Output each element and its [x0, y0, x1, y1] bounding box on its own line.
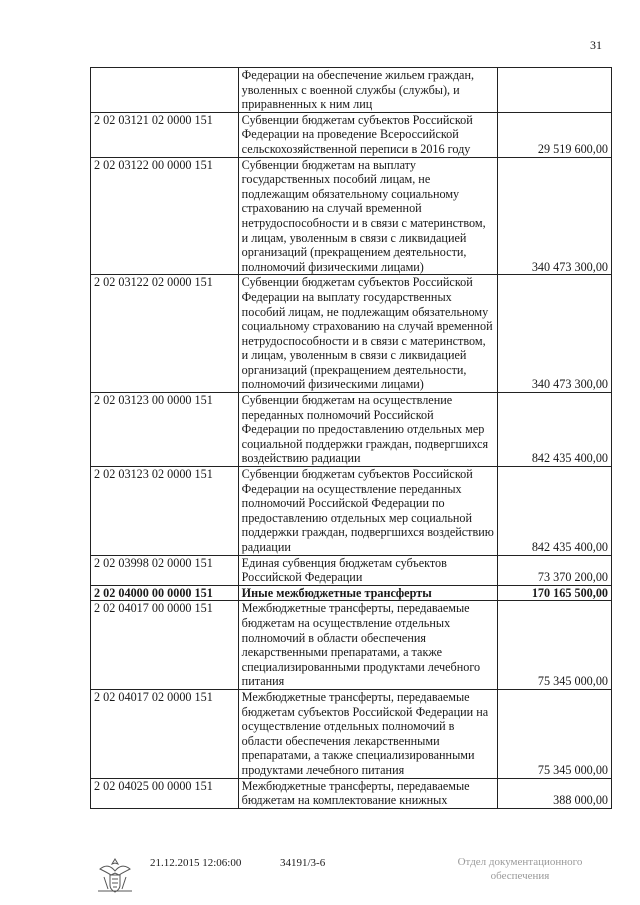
description-cell: Субвенции бюджетам субъектов Российской Федерации на проведение Всероссийской сельскохозяйственной переписи в 2016 году — [238, 112, 497, 157]
amount-cell: 842 435 400,00 — [498, 467, 612, 556]
table-row — [91, 68, 612, 113]
description-cell: Федерации на обеспечение жильем граждан, уволенных с военной службы (службы), и приравненных к ним лиц — [238, 68, 497, 113]
table-row — [91, 157, 612, 275]
amount-cell — [498, 68, 612, 113]
table-row — [91, 275, 612, 393]
amount-cell: 340 473 300,00 — [498, 157, 612, 275]
code-cell: 2 02 03122 00 0000 151 — [91, 157, 239, 275]
amount-cell: 75 345 000,00 — [498, 601, 612, 690]
amount-cell: 73 370 200,00 — [498, 555, 612, 585]
amount-cell: 29 519 600,00 — [498, 112, 612, 157]
page-number: 31 — [590, 38, 602, 52]
page-footer — [0, 855, 640, 895]
description-cell: Межбюджетные трансферты, передаваемые бюджетам на комплектование книжных — [238, 778, 497, 808]
table-row — [91, 689, 612, 778]
amount-cell: 388 000,00 — [498, 778, 612, 808]
table-row — [91, 778, 612, 808]
code-cell: 2 02 03121 02 0000 151 — [91, 112, 239, 157]
table-body — [91, 68, 612, 809]
description-cell: Субвенции бюджетам субъектов Российской Федерации на осуществление переданных полномочий Российской Федерации по предоставлению отдельных мер социальной поддержки граждан, подвергшихся воздействию радиации — [238, 467, 497, 556]
table-row — [91, 467, 612, 556]
amount-cell: 75 345 000,00 — [498, 689, 612, 778]
code-cell: 2 02 04025 00 0000 151 — [91, 778, 239, 808]
description-cell: Межбюджетные трансферты, передаваемые бюджетам субъектов Российской Федерации на осуществление отдельных полномочий в области обеспечения лекарственными препаратами, а также специализированными продуктами лечебного питания — [238, 689, 497, 778]
code-cell: 2 02 04000 00 0000 151 — [91, 585, 239, 601]
description-cell: Субвенции бюджетам на осуществление переданных полномочий Российской Федерации по предоставлению отдельных мер социальной поддержки граждан, подвергшихся воздействию радиации — [238, 393, 497, 467]
table-row — [91, 393, 612, 467]
table-row — [91, 601, 612, 690]
table-row — [91, 112, 612, 157]
table-row — [91, 555, 612, 585]
document-reference: 34191/3-6 — [280, 857, 326, 869]
coat-of-arms-icon — [92, 855, 138, 898]
code-cell: 2 02 03123 02 0000 151 — [91, 467, 239, 556]
budget-revenue-table — [90, 67, 612, 809]
stamp-line-2: обеспечения — [490, 870, 550, 882]
table-row — [91, 585, 612, 601]
code-cell: 2 02 04017 00 0000 151 — [91, 601, 239, 690]
print-timestamp: 21.12.2015 12:06:00 — [150, 857, 242, 869]
stamp-line-1: Отдел документационного — [457, 856, 583, 868]
code-cell: 2 02 04017 02 0000 151 — [91, 689, 239, 778]
description-cell: Единая субвенция бюджетам субъектов Российской Федерации — [238, 555, 497, 585]
code-cell — [91, 68, 239, 113]
amount-cell: 170 165 500,00 — [498, 585, 612, 601]
amount-cell: 842 435 400,00 — [498, 393, 612, 467]
department-stamp — [440, 855, 600, 883]
description-cell: Межбюджетные трансферты, передаваемые бюджетам на осуществление отдельных полномочий в области обеспечения лекарственными препаратами, а также специализированными продуктами лечебного питания — [238, 601, 497, 690]
description-cell: Субвенции бюджетам на выплату государственных пособий лицам, не подлежащим обязательному социальному страхованию на случай временной нетрудоспособности и в связи с материнством, и лицам, уволенным в связи с ликвидацией организаций (прекращением деятельности, полномочий физическими лицами) — [238, 157, 497, 275]
code-cell: 2 02 03122 02 0000 151 — [91, 275, 239, 393]
description-cell: Субвенции бюджетам субъектов Российской Федерации на выплату государственных пособий лицам, не подлежащим обязательному социальному страхованию на случай временной нетрудоспособности и в связи с материнством, и лицам, уволенным в связи с ликвидацией организаций (прекращением деятельности, полномочий физическими лицами) — [238, 275, 497, 393]
code-cell: 2 02 03998 02 0000 151 — [91, 555, 239, 585]
description-cell: Иные межбюджетные трансферты — [238, 585, 497, 601]
amount-cell: 340 473 300,00 — [498, 275, 612, 393]
code-cell: 2 02 03123 00 0000 151 — [91, 393, 239, 467]
